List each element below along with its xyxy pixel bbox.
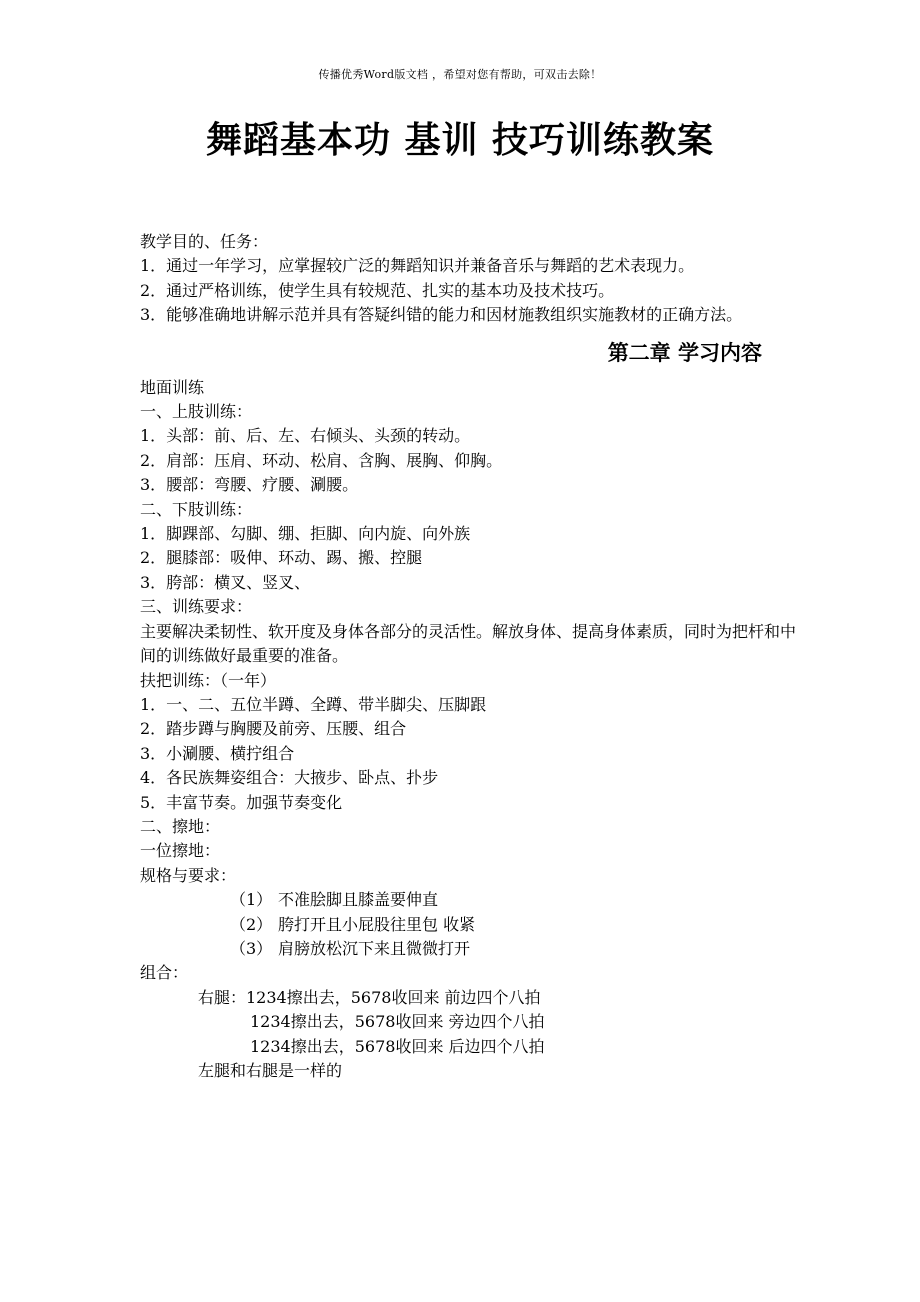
list-item: 2．踏步蹲与胸腰及前旁、压腰、组合 (140, 719, 407, 739)
chapter-title: 第二章 学习内容 (607, 339, 762, 365)
list-item: 3．小涮腰、横拧组合 (140, 743, 295, 763)
objective-item: 3．能够准确地讲解示范并具有答疑纠错的能力和因材施教组织实施教材的正确方法。 (140, 305, 743, 325)
objectives-heading: 教学目的、任务： (140, 232, 269, 251)
document-body (140, 230, 800, 1083)
list-item: 1．一、二、五位半蹲、全蹲、带半脚尖、压脚跟 (140, 694, 487, 714)
section-heading: 扶把训练：（一年） (140, 670, 277, 690)
combination-line: 右腿：1234擦出去，5678收回来 前边四个八拍 (198, 987, 541, 1007)
subsection-heading: 组合： (140, 963, 189, 983)
combination-line: 1234擦出去，5678收回来 后边四个八拍 (250, 1036, 545, 1056)
objective-item: 1．通过一年学习，应掌握较广泛的舞蹈知识并兼备音乐与舞蹈的艺术表现力。 (140, 256, 695, 276)
subsection-heading: 三、训练要求： (140, 597, 253, 617)
list-item: 5．丰富节奏。加强节奏变化 (140, 792, 343, 812)
subsection-heading: 一位擦地： (140, 841, 221, 861)
requirement-item (140, 937, 800, 961)
requirement-text: 不准脍脚且膝盖要伸直 (278, 890, 439, 910)
list-item: 2．肩部：压肩、环动、松肩、含胸、展胸、仰胸。 (140, 450, 503, 470)
combination-note: 左腿和右腿是一样的 (198, 1061, 343, 1080)
list-item: 3．腰部：弯腰、疗腰、涮腰。 (140, 475, 359, 495)
list-item: 3．胯部：横叉、竖叉、 (140, 572, 311, 592)
requirement-text: 肩膀放松沉下来且微微打开 (278, 938, 471, 958)
section-heading: 二、擦地： (140, 816, 221, 836)
subsection-heading: 规格与要求： (140, 865, 237, 885)
requirement-item (140, 888, 800, 912)
list-item: 1．脚踝部、勾脚、绷、拒脚、向内旋、向外族 (140, 524, 471, 544)
subsection-heading: 二、下肢训练： (140, 499, 253, 519)
list-item: 2．腿膝部：吸伸、环动、踢、搬、控腿 (140, 548, 423, 568)
paragraph: 主要解决柔韧性、软开度及身体各部分的灵活性。解放身体、提高身体素质，同时为把杆和中间的训练做好最重要的准备。 (140, 621, 797, 666)
section-heading: 地面训练 (140, 377, 205, 397)
objective-item: 2．通过严格训练，使学生具有较规范、扎实的基本功及技术技巧。 (140, 280, 615, 300)
subsection-heading: 一、上肢训练： (140, 402, 253, 422)
requirement-text: 胯打开且小屁股往里包 收紧 (278, 914, 476, 934)
list-item: 4．各民族舞姿组合：大掖步、卧点、扑步 (140, 768, 439, 788)
requirement-number: （3） (230, 938, 273, 958)
document-title: 舞蹈基本功 基训 技巧训练教案 (205, 119, 715, 161)
combination-line: 1234擦出去，5678收回来 旁边四个八拍 (250, 1012, 545, 1032)
requirement-item (140, 913, 800, 937)
requirement-number: （2） (230, 914, 273, 934)
requirement-number: （1） (230, 890, 273, 910)
watermark-text: 传播优秀Word版文档 ，希望对您有帮助，可双击去除！ (318, 68, 602, 81)
list-item: 1．头部：前、后、左、右倾头、头颈的转动。 (140, 426, 471, 446)
